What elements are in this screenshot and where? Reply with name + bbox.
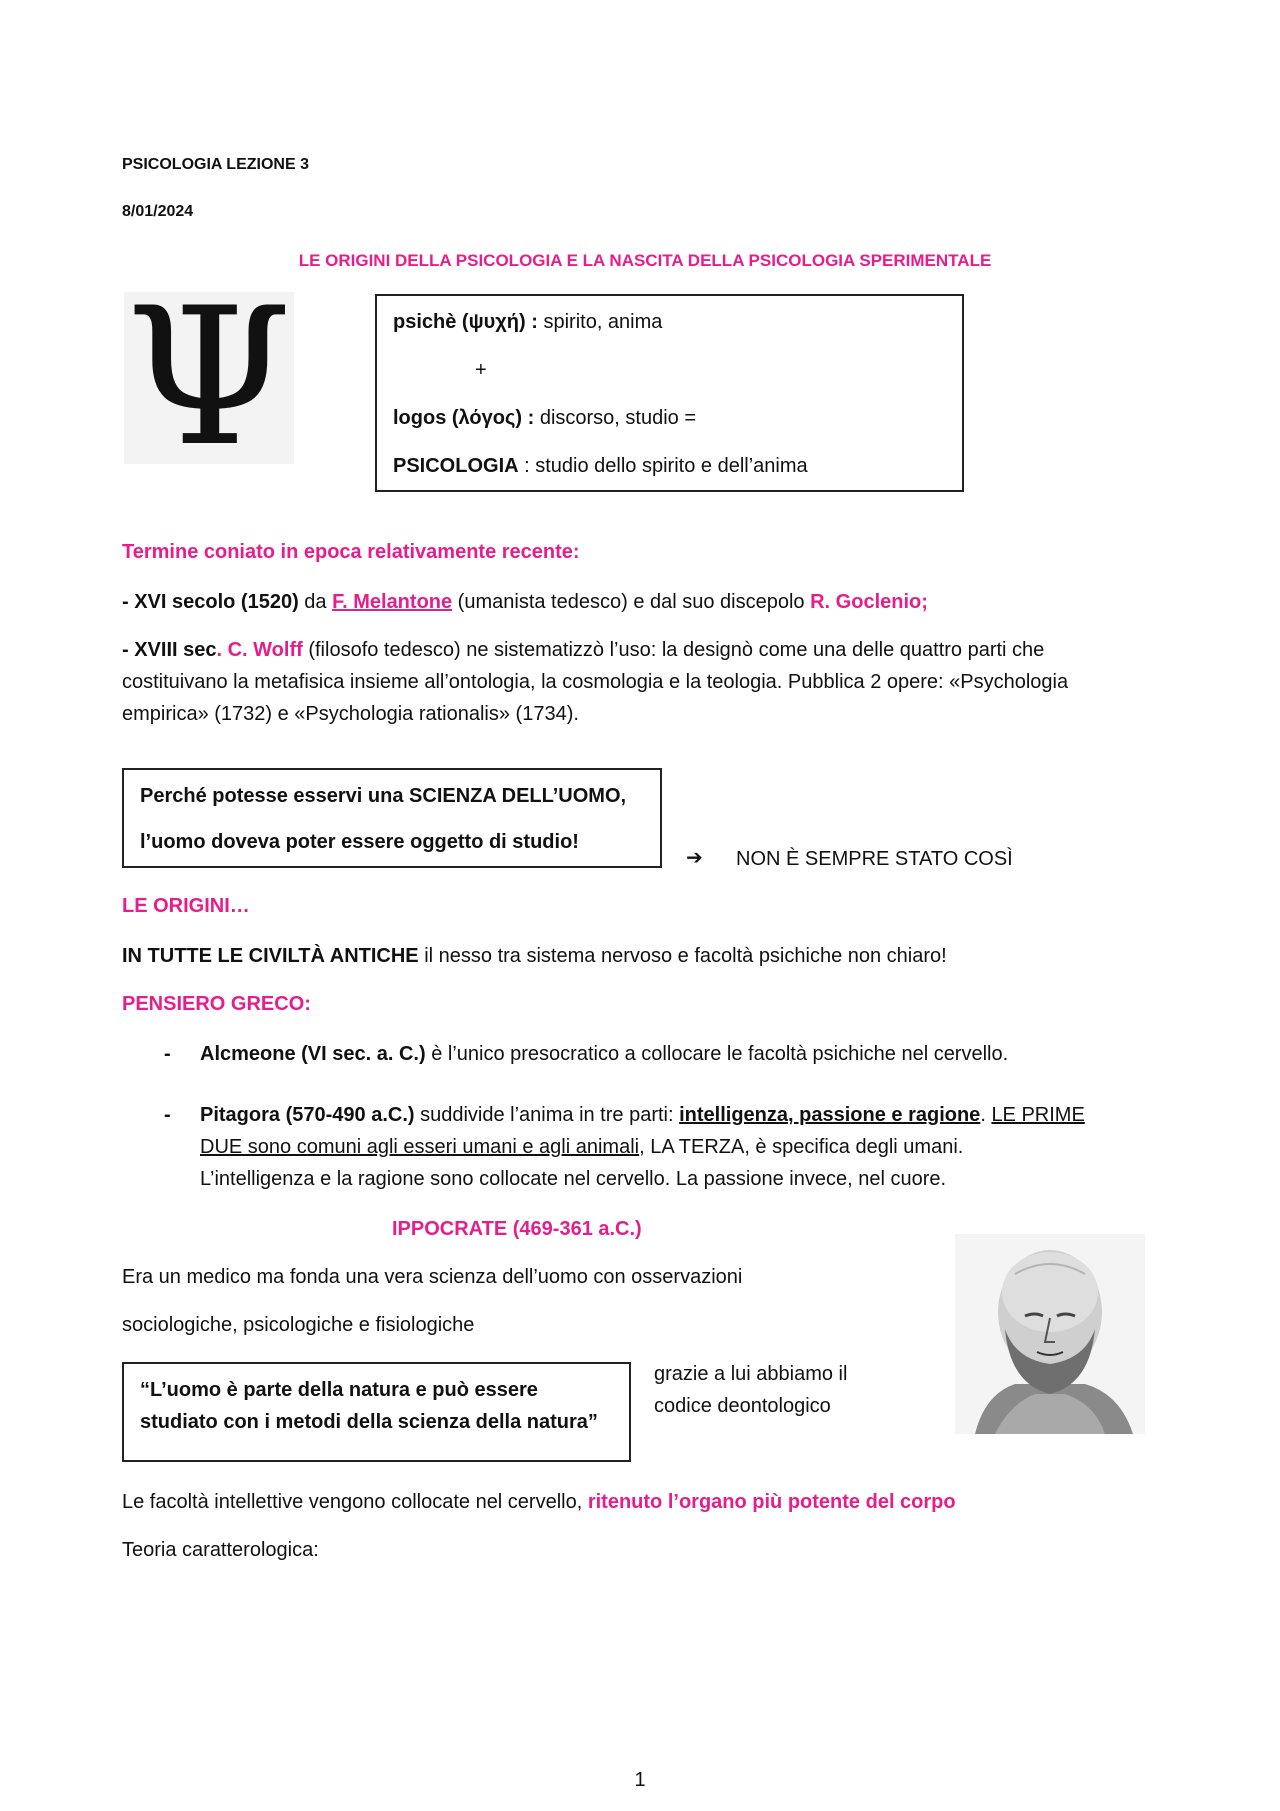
arrow-icon: ➔ (686, 847, 703, 869)
pitagora-line-2 (200, 1131, 963, 1163)
civilta-rest: il nesso tra sistema nervoso e facoltà psichiche non chiaro! (418, 945, 947, 967)
facolta-text: Le facoltà intellettive vengono collocate nel cervello, (122, 1491, 588, 1513)
psiche-definition: spirito, anima (537, 311, 663, 333)
logos-term: logos (λόγος) : (393, 407, 535, 429)
grazie-line-2: codice deontologico (654, 1395, 831, 1417)
alcmeone-rest: è l’unico presocratico a collocare le facoltà psichiche nel cervello. (425, 1043, 1009, 1065)
text-da: da (298, 591, 333, 613)
pitagora-comuni: DUE sono comuni agli esseri umani e agli animali (200, 1136, 640, 1158)
pensiero-heading: PENSIERO GRECO: (122, 993, 311, 1015)
termine-line-4: empirica» (1732) e «Psychologia rationalis» (1734). (122, 703, 579, 725)
civilta-line (122, 940, 947, 972)
termine-line-1 (122, 586, 928, 618)
psi-symbol-image (124, 267, 294, 488)
bullet-dash-1: - (164, 1043, 171, 1065)
non-sempre-text: NON È SEMPRE STATO COSÌ (736, 848, 1013, 870)
pitagora-dot: . (980, 1104, 992, 1126)
psi-icon: Ψ (125, 267, 293, 488)
lesson-title: PSICOLOGIA LEZIONE 3 (122, 156, 309, 173)
termine-line-3: costituivano la metafisica insieme all’ontologia, la cosmologia e la teologia. Pubblica 2 opere: «Psychologia (122, 671, 1069, 693)
scienza-line-1: Perché potesse esservi una SCIENZA DELL’UOMO, (140, 785, 627, 807)
termine-heading: Termine coniato in epoca relativamente recente: (122, 541, 580, 563)
text-umanista: (umanista tedesco) e dal suo discepolo (452, 591, 811, 613)
pitagora-parts: intelligenza, passione e ragione (679, 1104, 981, 1126)
grazie-line-1: grazie a lui abbiamo il (654, 1363, 848, 1385)
quote-line-2: studiato con i metodi della scienza della natura” (140, 1411, 598, 1433)
melantone-name: F. Melantone (332, 591, 453, 613)
psicologia-definition: : studio dello spirito e dell’anima (518, 455, 808, 477)
definition-psiche (393, 306, 662, 338)
psicologia-term: PSICOLOGIA (393, 455, 519, 477)
wolff-name: . C. Wolff (216, 639, 303, 661)
psiche-term: psichè (ψυχή) : (393, 311, 538, 333)
pitagora-name: Pitagora (570-490 a.C.) (200, 1104, 415, 1126)
pitagora-le-prime: LE PRIME (991, 1104, 1085, 1126)
page-number: 1 (634, 1769, 646, 1791)
pitagora-line-1 (200, 1099, 1085, 1131)
civilta-bold: IN TUTTE LE CIVILTÀ ANTICHE (122, 945, 419, 967)
bust-icon (955, 1234, 1145, 1434)
ippocrate-heading: IPPOCRATE (469-361 a.C.) (392, 1218, 642, 1240)
definition-box (375, 294, 964, 492)
logos-definition: discorso, studio = (534, 407, 697, 429)
text-filosofo: (filosofo tedesco) ne sistematizzò l’uso: la designò come una delle quattro parti che (302, 639, 1045, 661)
page-title: LE ORIGINI DELLA PSICOLOGIA E LA NASCITA DELLA PSICOLOGIA SPERIMENTALE (298, 251, 992, 270)
facolta-line (122, 1486, 956, 1518)
lesson-date: 8/01/2024 (122, 203, 194, 220)
ippocrate-line-1: Era un medico ma fonda una vera scienza dell’uomo con osservazioni (122, 1266, 743, 1288)
bullet-dash-2: - (164, 1104, 171, 1126)
teoria-line: Teoria caratterologica: (122, 1539, 319, 1561)
alcmeone-line (200, 1038, 1008, 1070)
facolta-organo: ritenuto l’organo più potente del corpo (587, 1491, 956, 1513)
pitagora-mid: suddivide l’anima in tre parti: (414, 1104, 680, 1126)
scienza-line-2: l’uomo doveva poter essere oggetto di studio! (140, 831, 579, 853)
plus-sign: + (475, 359, 487, 381)
quote-line-1: “L’uomo è parte della natura e può essere (140, 1379, 538, 1401)
origini-heading: LE ORIGINI… (122, 895, 250, 917)
scienza-box (122, 768, 662, 868)
alcmeone-name: Alcmeone (VI sec. a. C.) (200, 1043, 426, 1065)
definition-psicologia (393, 450, 808, 482)
definition-logos (393, 402, 696, 434)
xvi-secolo: - XVI secolo (1520) (122, 591, 299, 613)
xviii-sec: - XVIII sec (122, 639, 217, 661)
quote-box (122, 1362, 631, 1462)
ippocrate-portrait (955, 1234, 1145, 1434)
ippocrate-line-2: sociologiche, psicologiche e fisiologiche (122, 1314, 475, 1336)
pitagora-line-3: L’intelligenza e la ragione sono collocate nel cervello. La passione invece, nel cuore. (200, 1168, 947, 1190)
pitagora-terza: , LA TERZA, è specifica degli umani. (639, 1136, 964, 1158)
termine-line-2 (122, 634, 1044, 666)
goclenio-name: R. Goclenio; (810, 591, 928, 613)
